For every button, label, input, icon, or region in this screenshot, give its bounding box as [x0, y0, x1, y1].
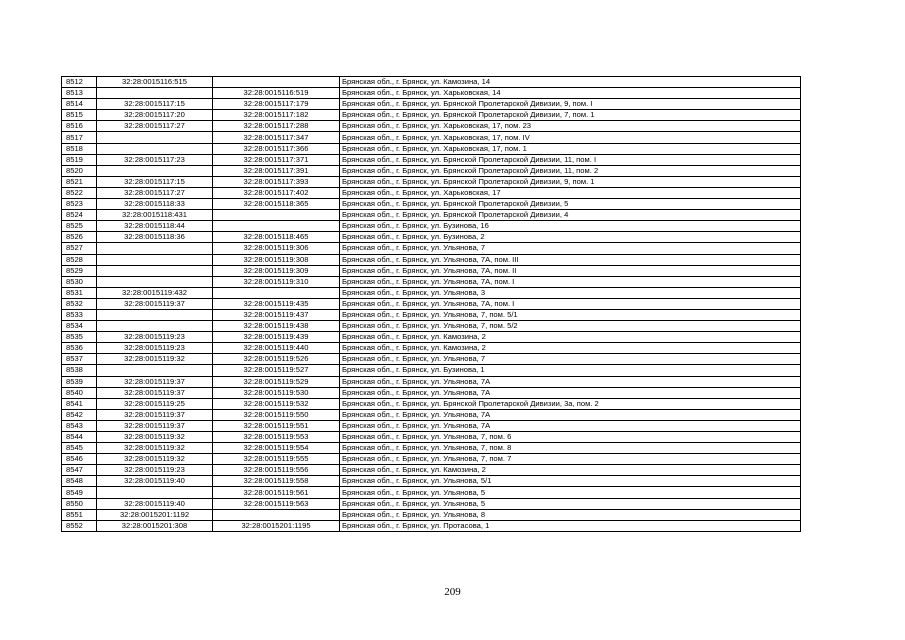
row-number-cell: 8551 [62, 509, 97, 520]
page-number: 209 [444, 586, 461, 598]
address-cell: Брянская обл., г. Брянск, ул. Ульянова, 7А, пом. II [340, 265, 801, 276]
land-plot-cadastral-cell: 32:28:0015119:32 [97, 432, 213, 443]
building-cadastral-cell: 32:28:0015119:438 [213, 321, 340, 332]
table-row [62, 498, 801, 509]
row-number-cell: 8538 [62, 365, 97, 376]
address-cell: Брянская обл., г. Брянск, ул. Ульянова, 7 [340, 243, 801, 254]
table-row [62, 454, 801, 465]
building-cadastral-cell: 32:28:0015117:179 [213, 99, 340, 110]
address-cell: Брянская обл., г. Брянск, ул. Харьковская, 14 [340, 88, 801, 99]
row-number-cell: 8513 [62, 88, 97, 99]
table-row [62, 254, 801, 265]
address-cell: Брянская обл., г. Брянск, ул. Ульянова, 7 [340, 354, 801, 365]
row-number-cell: 8527 [62, 243, 97, 254]
table-row [62, 443, 801, 454]
address-cell: Брянская обл., г. Брянск, ул. Ульянова, 3 [340, 287, 801, 298]
land-plot-cadastral-cell: 32:28:0015118:431 [97, 210, 213, 221]
land-plot-cadastral-cell [97, 265, 213, 276]
address-cell: Брянская обл., г. Брянск, ул. Протасова, 1 [340, 520, 801, 531]
table-row [62, 187, 801, 198]
building-cadastral-cell: 32:28:0015119:310 [213, 276, 340, 287]
building-cadastral-cell: 32:28:0015119:309 [213, 265, 340, 276]
land-plot-cadastral-cell: 32:28:0015119:25 [97, 398, 213, 409]
land-plot-cadastral-cell [97, 365, 213, 376]
building-cadastral-cell: 32:28:0015119:561 [213, 487, 340, 498]
row-number-cell: 8548 [62, 476, 97, 487]
address-cell: Брянская обл., г. Брянск, ул. Харьковская, 17, пом. 23 [340, 121, 801, 132]
row-number-cell: 8531 [62, 287, 97, 298]
land-plot-cadastral-cell: 32:28:0015118:36 [97, 232, 213, 243]
table-row [62, 154, 801, 165]
address-cell: Брянская обл., г. Брянск, ул. Бузинова, 16 [340, 221, 801, 232]
building-cadastral-cell: 32:28:0015119:435 [213, 298, 340, 309]
table-row [62, 232, 801, 243]
address-cell: Брянская обл., г. Брянск, ул. Брянской Пролетарской Дивизии, 3а, пом. 2 [340, 398, 801, 409]
table-row [62, 509, 801, 520]
building-cadastral-cell: 32:28:0015119:553 [213, 432, 340, 443]
building-cadastral-cell: 32:28:0015117:288 [213, 121, 340, 132]
address-cell: Брянская обл., г. Брянск, ул. Ульянова, 8 [340, 509, 801, 520]
row-number-cell: 8524 [62, 210, 97, 221]
building-cadastral-cell: 32:28:0015119:532 [213, 398, 340, 409]
table-row [62, 132, 801, 143]
land-plot-cadastral-cell [97, 88, 213, 99]
row-number-cell: 8543 [62, 420, 97, 431]
land-plot-cadastral-cell: 32:28:0015119:40 [97, 498, 213, 509]
building-cadastral-cell: 32:28:0015117:182 [213, 110, 340, 121]
address-cell: Брянская обл., г. Брянск, ул. Ульянова, 7, пом. 5/1 [340, 309, 801, 320]
building-cadastral-cell: 32:28:0015117:366 [213, 143, 340, 154]
table-row [62, 199, 801, 210]
table-row [62, 309, 801, 320]
row-number-cell: 8526 [62, 232, 97, 243]
row-number-cell: 8517 [62, 132, 97, 143]
building-cadastral-cell: 32:28:0015117:347 [213, 132, 340, 143]
building-cadastral-cell: 32:28:0015119:550 [213, 409, 340, 420]
table-row [62, 398, 801, 409]
address-cell: Брянская обл., г. Брянск, ул. Ульянова, 7, пом. 8 [340, 443, 801, 454]
address-cell: Брянская обл., г. Брянск, ул. Бузинова, 1 [340, 365, 801, 376]
table-row [62, 387, 801, 398]
row-number-cell: 8549 [62, 487, 97, 498]
row-number-cell: 8540 [62, 387, 97, 398]
address-cell: Брянская обл., г. Брянск, ул. Ульянова, 7А, пом. I [340, 298, 801, 309]
land-plot-cadastral-cell: 32:28:0015117:20 [97, 110, 213, 121]
row-number-cell: 8516 [62, 121, 97, 132]
land-plot-cadastral-cell [97, 487, 213, 498]
land-plot-cadastral-cell: 32:28:0015201:308 [97, 520, 213, 531]
land-plot-cadastral-cell: 32:28:0015119:40 [97, 476, 213, 487]
building-cadastral-cell: 32:28:0015119:306 [213, 243, 340, 254]
land-plot-cadastral-cell: 32:28:0015119:37 [97, 409, 213, 420]
address-cell: Брянская обл., г. Брянск, ул. Брянской Пролетарской Дивизии, 9, пом. 1 [340, 176, 801, 187]
building-cadastral-cell: 32:28:0015118:465 [213, 232, 340, 243]
address-cell: Брянская обл., г. Брянск, ул. Бузинова, 2 [340, 232, 801, 243]
building-cadastral-cell: 32:28:0015117:371 [213, 154, 340, 165]
land-plot-cadastral-cell: 32:28:0015118:44 [97, 221, 213, 232]
table-row [62, 432, 801, 443]
table-row [62, 465, 801, 476]
address-cell: Брянская обл., г. Брянск, ул. Камозина, 2 [340, 465, 801, 476]
building-cadastral-cell [213, 221, 340, 232]
row-number-cell: 8534 [62, 321, 97, 332]
table-row [62, 409, 801, 420]
land-plot-cadastral-cell: 32:28:0015116:515 [97, 77, 213, 88]
row-number-cell: 8552 [62, 520, 97, 531]
land-plot-cadastral-cell: 32:28:0015119:37 [97, 420, 213, 431]
land-plot-cadastral-cell [97, 165, 213, 176]
building-cadastral-cell: 32:28:0015119:437 [213, 309, 340, 320]
land-plot-cadastral-cell: 32:28:0015201:1192 [97, 509, 213, 520]
building-cadastral-cell: 32:28:0015119:529 [213, 376, 340, 387]
land-plot-cadastral-cell: 32:28:0015117:27 [97, 187, 213, 198]
land-plot-cadastral-cell [97, 254, 213, 265]
building-cadastral-cell: 32:28:0015119:308 [213, 254, 340, 265]
building-cadastral-cell: 32:28:0015119:527 [213, 365, 340, 376]
table-row [62, 298, 801, 309]
row-number-cell: 8530 [62, 276, 97, 287]
row-number-cell: 8528 [62, 254, 97, 265]
address-cell: Брянская обл., г. Брянск, ул. Ульянова, 7, пом. 7 [340, 454, 801, 465]
building-cadastral-cell: 32:28:0015117:402 [213, 187, 340, 198]
row-number-cell: 8522 [62, 187, 97, 198]
row-number-cell: 8532 [62, 298, 97, 309]
land-plot-cadastral-cell [97, 321, 213, 332]
address-cell: Брянская обл., г. Брянск, ул. Камозина, 14 [340, 77, 801, 88]
address-cell: Брянская обл., г. Брянск, ул. Ульянова, 7А, пом. I [340, 276, 801, 287]
table-row [62, 243, 801, 254]
row-number-cell: 8545 [62, 443, 97, 454]
address-cell: Брянская обл., г. Брянск, ул. Ульянова, 7А [340, 409, 801, 420]
address-cell: Брянская обл., г. Брянск, ул. Харьковская, 17, пом. 1 [340, 143, 801, 154]
row-number-cell: 8523 [62, 199, 97, 210]
table-row [62, 487, 801, 498]
building-cadastral-cell: 32:28:0015201:1195 [213, 520, 340, 531]
row-number-cell: 8541 [62, 398, 97, 409]
address-cell: Брянская обл., г. Брянск, ул. Камозина, 2 [340, 332, 801, 343]
row-number-cell: 8520 [62, 165, 97, 176]
address-cell: Брянская обл., г. Брянск, ул. Ульянова, 7, пом. 6 [340, 432, 801, 443]
address-cell: Брянская обл., г. Брянск, ул. Ульянова, 5 [340, 498, 801, 509]
address-cell: Брянская обл., г. Брянск, ул. Брянской Пролетарской Дивизии, 11, пом. 2 [340, 165, 801, 176]
building-cadastral-cell: 32:28:0015118:365 [213, 199, 340, 210]
registry-table-container [61, 76, 801, 532]
row-number-cell: 8547 [62, 465, 97, 476]
building-cadastral-cell: 32:28:0015117:391 [213, 165, 340, 176]
address-cell: Брянская обл., г. Брянск, ул. Ульянова, 7А [340, 420, 801, 431]
building-cadastral-cell: 32:28:0015119:556 [213, 465, 340, 476]
land-plot-cadastral-cell: 32:28:0015117:15 [97, 176, 213, 187]
land-plot-cadastral-cell [97, 276, 213, 287]
table-row [62, 99, 801, 110]
land-plot-cadastral-cell [97, 143, 213, 154]
building-cadastral-cell: 32:28:0015119:555 [213, 454, 340, 465]
land-plot-cadastral-cell: 32:28:0015119:432 [97, 287, 213, 298]
address-cell: Брянская обл., г. Брянск, ул. Брянской Пролетарской Дивизии, 5 [340, 199, 801, 210]
table-row [62, 221, 801, 232]
table-row [62, 520, 801, 531]
land-plot-cadastral-cell: 32:28:0015119:23 [97, 343, 213, 354]
address-cell: Брянская обл., г. Брянск, ул. Брянской Пролетарской Дивизии, 9, пом. I [340, 99, 801, 110]
building-cadastral-cell [213, 77, 340, 88]
land-plot-cadastral-cell: 32:28:0015119:32 [97, 443, 213, 454]
row-number-cell: 8537 [62, 354, 97, 365]
address-cell: Брянская обл., г. Брянск, ул. Ульянова, 5 [340, 487, 801, 498]
building-cadastral-cell [213, 287, 340, 298]
address-cell: Брянская обл., г. Брянск, ул. Ульянова, 7А [340, 387, 801, 398]
registry-table-body [62, 77, 801, 532]
building-cadastral-cell: 32:28:0015119:439 [213, 332, 340, 343]
land-plot-cadastral-cell: 32:28:0015119:32 [97, 354, 213, 365]
address-cell: Брянская обл., г. Брянск, ул. Ульянова, 7А [340, 376, 801, 387]
building-cadastral-cell [213, 509, 340, 520]
table-row [62, 143, 801, 154]
building-cadastral-cell: 32:28:0015119:526 [213, 354, 340, 365]
building-cadastral-cell: 32:28:0015119:554 [213, 443, 340, 454]
building-cadastral-cell: 32:28:0015116:519 [213, 88, 340, 99]
table-row [62, 110, 801, 121]
land-plot-cadastral-cell [97, 309, 213, 320]
address-cell: Брянская обл., г. Брянск, ул. Ульянова, 7А, пом. III [340, 254, 801, 265]
row-number-cell: 8529 [62, 265, 97, 276]
land-plot-cadastral-cell: 32:28:0015117:15 [97, 99, 213, 110]
table-row [62, 365, 801, 376]
row-number-cell: 8550 [62, 498, 97, 509]
building-cadastral-cell [213, 210, 340, 221]
table-row [62, 343, 801, 354]
row-number-cell: 8544 [62, 432, 97, 443]
land-plot-cadastral-cell: 32:28:0015119:37 [97, 376, 213, 387]
row-number-cell: 8519 [62, 154, 97, 165]
building-cadastral-cell: 32:28:0015119:563 [213, 498, 340, 509]
row-number-cell: 8535 [62, 332, 97, 343]
address-cell: Брянская обл., г. Брянск, ул. Камозина, 2 [340, 343, 801, 354]
building-cadastral-cell: 32:28:0015119:440 [213, 343, 340, 354]
table-row [62, 332, 801, 343]
table-row [62, 354, 801, 365]
building-cadastral-cell: 32:28:0015119:558 [213, 476, 340, 487]
building-cadastral-cell: 32:28:0015119:551 [213, 420, 340, 431]
row-number-cell: 8518 [62, 143, 97, 154]
land-plot-cadastral-cell [97, 243, 213, 254]
land-plot-cadastral-cell: 32:28:0015119:37 [97, 387, 213, 398]
table-row [62, 276, 801, 287]
row-number-cell: 8514 [62, 99, 97, 110]
land-plot-cadastral-cell: 32:28:0015119:37 [97, 298, 213, 309]
table-row [62, 88, 801, 99]
land-plot-cadastral-cell: 32:28:0015117:23 [97, 154, 213, 165]
row-number-cell: 8539 [62, 376, 97, 387]
table-row [62, 121, 801, 132]
table-row [62, 287, 801, 298]
table-row [62, 210, 801, 221]
address-cell: Брянская обл., г. Брянск, ул. Харьковская, 17 [340, 187, 801, 198]
address-cell: Брянская обл., г. Брянск, ул. Ульянова, 5/1 [340, 476, 801, 487]
address-cell: Брянская обл., г. Брянск, ул. Брянской Пролетарской Дивизии, 7, пом. 1 [340, 110, 801, 121]
table-row [62, 321, 801, 332]
row-number-cell: 8525 [62, 221, 97, 232]
registry-table [61, 76, 801, 532]
building-cadastral-cell: 32:28:0015119:530 [213, 387, 340, 398]
land-plot-cadastral-cell: 32:28:0015119:23 [97, 332, 213, 343]
land-plot-cadastral-cell: 32:28:0015119:32 [97, 454, 213, 465]
land-plot-cadastral-cell [97, 132, 213, 143]
table-row [62, 420, 801, 431]
row-number-cell: 8542 [62, 409, 97, 420]
table-row [62, 77, 801, 88]
land-plot-cadastral-cell: 32:28:0015117:27 [97, 121, 213, 132]
table-row [62, 176, 801, 187]
land-plot-cadastral-cell: 32:28:0015119:23 [97, 465, 213, 476]
table-row [62, 476, 801, 487]
row-number-cell: 8546 [62, 454, 97, 465]
land-plot-cadastral-cell: 32:28:0015118:33 [97, 199, 213, 210]
row-number-cell: 8521 [62, 176, 97, 187]
table-row [62, 376, 801, 387]
address-cell: Брянская обл., г. Брянск, ул. Ульянова, 7, пом. 5/2 [340, 321, 801, 332]
row-number-cell: 8533 [62, 309, 97, 320]
address-cell: Брянская обл., г. Брянск, ул. Харьковская, 17, пом. IV [340, 132, 801, 143]
row-number-cell: 8512 [62, 77, 97, 88]
table-row [62, 265, 801, 276]
row-number-cell: 8536 [62, 343, 97, 354]
address-cell: Брянская обл., г. Брянск, ул. Брянской Пролетарской Дивизии, 11, пом. I [340, 154, 801, 165]
table-row [62, 165, 801, 176]
building-cadastral-cell: 32:28:0015117:393 [213, 176, 340, 187]
row-number-cell: 8515 [62, 110, 97, 121]
address-cell: Брянская обл., г. Брянск, ул. Брянской Пролетарской Дивизии, 4 [340, 210, 801, 221]
